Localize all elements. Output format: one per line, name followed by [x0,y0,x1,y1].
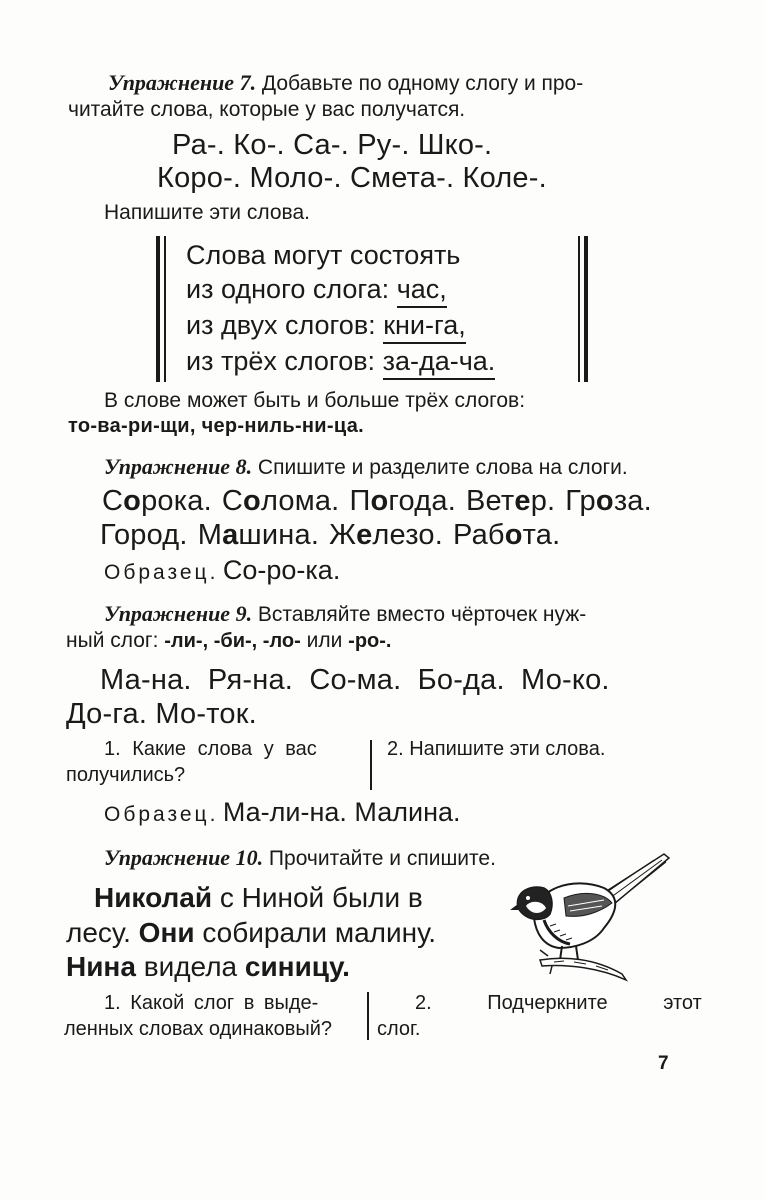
ex9-heading: Упражнение 9. [104,601,253,626]
ex9-or: или [306,629,343,652]
rule-left-bar-thin [164,236,166,382]
rule-line4-example: за-да-ча. [383,346,496,380]
ex8-word: Железо. [329,519,443,551]
ex9-sample-label: Образец. [104,803,219,826]
ex8-line [104,454,628,481]
rule-line3-example: кни-га, [383,310,466,344]
ex10-s2-bold: Они [138,917,195,948]
ex8-text: Спишите и разделите слова на слоги. [257,456,628,479]
ex9-options: -ли-, -би-, -ло- [164,630,301,652]
ex9-q1b: получились? [66,764,186,786]
ex8-word: Погода. [349,485,456,517]
ex7-words1: Ра-. Ко-. Са-. Ру-. Шко-. [172,129,493,161]
ex10-s2-text: лесу. [66,917,131,948]
ex9-sample [104,797,461,828]
ex9-words2: До-га. Мо-ток. [66,698,257,730]
ex8-word: Ветер. [465,485,556,517]
rule-line2-example: час, [397,274,447,308]
ex10-sentence3 [66,948,350,985]
ex9-text1: Вставляйте вместо чёрточек нуж- [257,603,587,626]
ex8-sample [104,555,340,586]
ex8-row1 [102,483,662,519]
ex10-q2a: 2. Подчеркните этот [415,992,702,1014]
ex10-text: Прочитайте и спишите. [268,847,496,870]
ex10-line [104,845,496,872]
ex9-line1 [104,601,586,628]
ex9-line2 [66,628,391,654]
ex8-word: Сорока. [102,485,212,517]
rule-line4 [186,344,495,378]
note-line1: В слове может быть и больше трёх слогов: [104,389,526,412]
ex8-word: Работа. [452,519,561,551]
ex7-after: Напишите эти слова. [104,201,310,224]
ex10-s1-bold: Николай [94,882,213,913]
ex8-word: Машина. [197,519,320,551]
ex7-words2: Коро-. Моло-. Смета-. Коле-. [157,162,547,194]
ex8-heading: Упражнение 8. [104,454,253,479]
ex8-row2 [100,517,570,553]
rule-box [156,236,588,382]
ex9-words1: Ма-на. Ря-на. Со-ма. Бо-да. Мо-ко. [100,664,610,696]
ex9-text2-pre: ный слог: [66,629,159,652]
rule-line3-text: из двух слогов: [186,310,376,340]
ex10-heading: Упражнение 10. [104,845,264,870]
ex9-divider [370,740,372,790]
note-line2: то-ва-ри-щи, чер-ниль-ни-ца. [68,415,364,437]
rule-line3 [186,308,466,342]
ex9-sample-word: Ма-ли-на. Малина. [222,797,461,827]
ex9-last-option: -ро-. [348,630,392,652]
ex10-s2-text2: собирали малину. [202,917,437,948]
rule-right-bar-thin [578,236,580,382]
ex10-q1a: 1. Какой слог в выде- [104,992,319,1014]
rule-right-bar [584,236,588,382]
ex8-sample-word: Со-ро-ка. [222,555,341,585]
ex8-word: Солома. [221,485,340,517]
ex7-line1 [108,70,583,97]
rule-line4-text: из трёх слогов: [186,346,376,376]
ex10-s3-bold2: синицу. [244,951,350,982]
ex10-sentence1 [94,879,423,916]
ex9-q1a: 1. Какие слова у вас [104,738,317,760]
ex10-q2b: слог. [377,1018,421,1040]
ex7-heading: Упражнение 7. [108,70,257,95]
ex10-divider [367,992,369,1040]
ex10-s3-bold: Нина [66,951,136,982]
rule-line1: Слова могут состоять [186,240,461,270]
rule-left-bar [156,236,160,382]
rule-line2 [186,272,447,306]
ex8-word: Город. [100,519,188,551]
rule-line2-text: из одного слога: [186,274,390,304]
ex10-s3-text: видела [143,951,238,982]
ex10-q1b: ленных словах одинаковый? [64,1018,332,1040]
titmouse-bird-illustration [504,848,674,988]
ex8-word: Гроза. [565,485,652,517]
ex8-sample-label: Образец. [104,561,219,584]
ex7-text1: Добавьте по одному слогу и про- [261,72,584,95]
page-number: 7 [658,1053,669,1074]
ex7-text2: читайте слова, которые у вас получатся. [68,98,466,121]
ex10-s1-text: с Ниной были в [219,882,423,913]
ex9-q2: 2. Напишите эти слова. [387,738,606,760]
ex10-sentence2 [66,914,436,951]
